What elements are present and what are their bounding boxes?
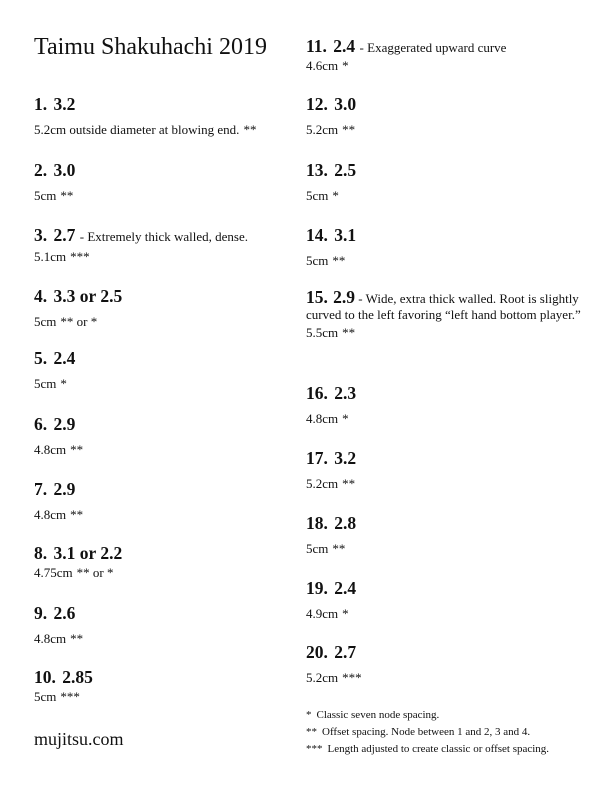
- item-value: 2.9: [333, 287, 355, 307]
- item-detail: 4.75cm: [34, 565, 73, 580]
- list-item: [34, 348, 304, 392]
- item-value: 2.4: [333, 36, 356, 56]
- item-note: - Wide, extra thick walled. Root is slightly curved to the left favoring “left hand bottom player.”: [306, 291, 581, 322]
- item-detail: 5cm: [306, 541, 329, 556]
- item-value: 2.8: [334, 513, 357, 533]
- item-stars: ** or *: [76, 565, 114, 580]
- item-stars: **: [342, 325, 356, 340]
- item-stars: ***: [70, 249, 90, 264]
- list-item: [34, 603, 304, 647]
- legend-symbol: *: [306, 709, 312, 721]
- item-detail: 5cm: [34, 689, 57, 704]
- item-stars: **: [70, 507, 84, 522]
- item-number: 16.: [306, 383, 328, 403]
- item-value: 3.2: [334, 448, 357, 468]
- item-number: 4.: [34, 286, 48, 306]
- item-number: 10.: [34, 667, 56, 687]
- item-value: 3.0: [53, 160, 76, 180]
- item-stars: *: [342, 606, 349, 621]
- item-stars: ***: [342, 670, 362, 685]
- item-number: 20.: [306, 642, 328, 662]
- item-stars: *: [342, 58, 349, 73]
- item-detail: 5.1cm: [34, 249, 67, 264]
- item-value: 3.1 or 2.2: [53, 543, 123, 563]
- legend-item: [306, 707, 549, 724]
- item-number: 17.: [306, 448, 328, 468]
- item-number: 19.: [306, 578, 328, 598]
- item-value: 2.4: [334, 578, 357, 598]
- item-value: 2.9: [53, 414, 76, 434]
- item-number: 9.: [34, 603, 48, 623]
- item-detail: 4.8cm: [34, 442, 67, 457]
- item-stars: ***: [60, 689, 80, 704]
- footer-site: mujitsu.com: [34, 729, 124, 749]
- item-stars: ** or *: [60, 314, 98, 329]
- item-number: 7.: [34, 479, 48, 499]
- legend-text: Offset spacing. Node between 1 and 2, 3 and 4.: [322, 726, 531, 738]
- list-item: [306, 225, 586, 269]
- item-number: 5.: [34, 348, 48, 368]
- item-note: - Extremely thick walled, dense.: [79, 229, 248, 244]
- item-detail: 4.8cm: [306, 411, 339, 426]
- item-value: 3.2: [53, 94, 76, 114]
- list-item: [34, 286, 304, 330]
- item-detail: 5cm: [34, 376, 57, 391]
- item-stars: **: [70, 442, 84, 457]
- item-detail: 5.2cm: [306, 476, 339, 491]
- page-title: Taimu Shakuhachi 2019: [34, 34, 267, 60]
- item-value: 2.3: [334, 383, 357, 403]
- item-detail: 5cm: [34, 314, 57, 329]
- item-stars: **: [332, 541, 346, 556]
- list-item: [34, 667, 304, 705]
- item-stars: *: [60, 376, 67, 391]
- legend-item: [306, 724, 549, 741]
- item-value: 3.1: [334, 225, 357, 245]
- item-stars: **: [243, 122, 257, 137]
- legend-text: Classic seven node spacing.: [316, 709, 440, 721]
- legend: [306, 707, 549, 758]
- list-item: [306, 513, 586, 557]
- item-detail: 5.2cm: [306, 122, 339, 137]
- item-stars: **: [60, 188, 74, 203]
- item-number: 2.: [34, 160, 48, 180]
- item-number: 15.: [306, 287, 328, 307]
- item-number: 3.: [34, 225, 48, 245]
- list-item: [34, 160, 304, 204]
- item-number: 12.: [306, 94, 328, 114]
- item-value: 2.9: [53, 479, 76, 499]
- item-value: 2.5: [334, 160, 357, 180]
- item-value: 3.3 or 2.5: [53, 286, 123, 306]
- item-stars: **: [342, 476, 356, 491]
- item-value: 3.0: [334, 94, 357, 114]
- item-detail: 5cm: [306, 253, 329, 268]
- list-item: [306, 578, 586, 622]
- list-item: [34, 414, 304, 458]
- legend-item: [306, 741, 549, 758]
- item-stars: **: [332, 253, 346, 268]
- item-stars: **: [70, 631, 84, 646]
- item-number: 13.: [306, 160, 328, 180]
- item-stars: *: [332, 188, 339, 203]
- legend-symbol: ***: [306, 743, 323, 755]
- item-value: 2.4: [53, 348, 76, 368]
- item-detail: 4.8cm: [34, 507, 67, 522]
- item-stars: **: [342, 122, 356, 137]
- item-number: 11.: [306, 36, 327, 56]
- item-detail: 4.8cm: [34, 631, 67, 646]
- list-item: [306, 36, 586, 74]
- list-item: [34, 479, 304, 523]
- item-stars: *: [342, 411, 349, 426]
- list-item: [306, 94, 586, 138]
- item-number: 1.: [34, 94, 48, 114]
- legend-text: Length adjusted to create classic or offset spacing.: [327, 743, 550, 755]
- item-number: 14.: [306, 225, 328, 245]
- item-detail: 4.9cm: [306, 606, 339, 621]
- item-detail: 5.2cm: [306, 670, 339, 685]
- list-item: [34, 225, 304, 265]
- list-item: [34, 94, 304, 138]
- item-value: 2.7: [53, 225, 76, 245]
- list-item: [306, 160, 586, 204]
- item-detail: 5cm: [306, 188, 329, 203]
- item-value: 2.6: [53, 603, 76, 623]
- item-value: 2.85: [62, 667, 93, 687]
- item-note: - Exaggerated upward curve: [359, 40, 507, 55]
- list-item: [306, 448, 586, 492]
- legend-symbol: **: [306, 726, 317, 738]
- list-item: [306, 289, 586, 341]
- item-detail: 5cm: [34, 188, 57, 203]
- list-item: [306, 642, 586, 686]
- list-item: [306, 383, 586, 427]
- item-number: 8.: [34, 543, 48, 563]
- list-item: [34, 543, 304, 581]
- item-number: 6.: [34, 414, 48, 434]
- item-value: 2.7: [334, 642, 357, 662]
- item-detail: 5.5cm: [306, 325, 339, 340]
- item-detail: 5.2cm outside diameter at blowing end.: [34, 122, 240, 137]
- item-detail: 4.6cm: [306, 58, 339, 73]
- item-number: 18.: [306, 513, 328, 533]
